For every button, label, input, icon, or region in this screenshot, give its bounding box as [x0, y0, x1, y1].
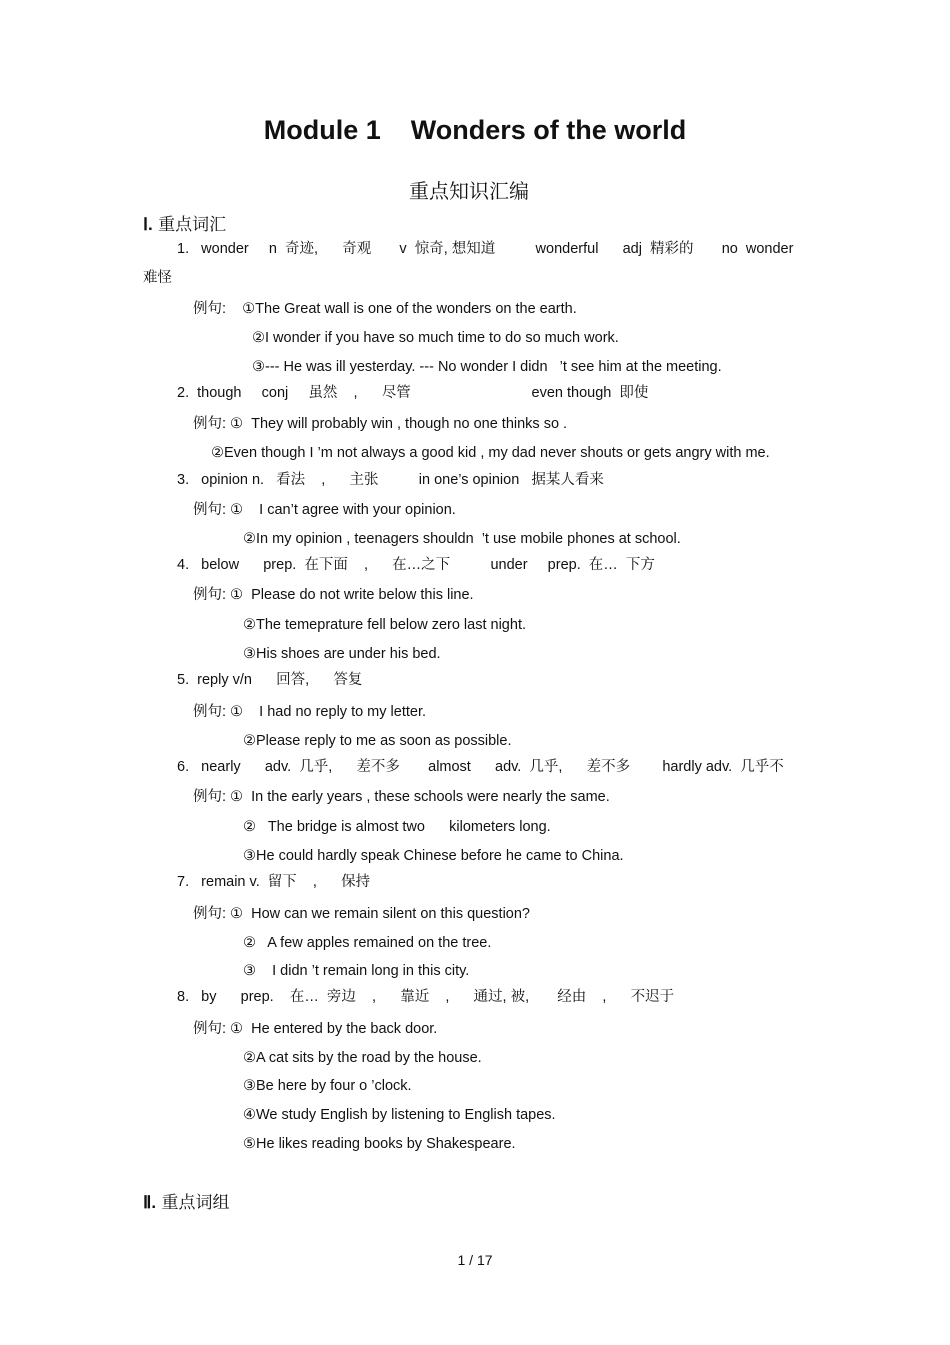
example-line: 例句: ① He entered by the back door. [193, 1021, 438, 1037]
example-line: ②In my opinion , teenagers shouldn ’t use mobile phones at school. [243, 531, 681, 547]
entry-line: 2. though conj 虽然 , 尽管 even though 即使 [177, 385, 649, 401]
example-line: 例句: ① I had no reply to my letter. [193, 704, 427, 720]
example-line: 例句: ① I can’t agree with your opinion. [193, 502, 456, 518]
example-line: ②The temeprature fell below zero last night. [243, 617, 526, 633]
example-line: ② The bridge is almost two kilometers long. [243, 819, 551, 835]
entry-line: 5. reply v/n 回答, 答复 [177, 672, 363, 688]
section-label: 重点词汇 [158, 215, 227, 235]
example-line: 例句: ①The Great wall is one of the wonders on the earth. [193, 301, 577, 317]
example-line: ②A cat sits by the road by the house. [243, 1050, 482, 1066]
example-line: ③Be here by four o ’clock. [243, 1078, 412, 1094]
section-heading-vocabulary [143, 210, 226, 235]
page-subtitle: 重点知识汇编 [409, 179, 529, 203]
example-line: ⑤He likes reading books by Shakespeare. [243, 1136, 516, 1152]
entry-line: 4. below prep. 在下面 , 在…之下 under prep. 在… 下方 [177, 557, 655, 573]
example-line: 例句: ① In the early years , these schools were nearly the same. [193, 789, 610, 805]
example-line: 例句: ① How can we remain silent on this question? [193, 906, 530, 922]
entry-line: 难怪 [143, 270, 172, 286]
entry-line: 6. nearly adv. 几乎, 差不多 almost adv. 几乎, 差不多 hardly adv. 几乎不 [177, 759, 784, 775]
section-number: Ⅱ. [143, 1193, 157, 1212]
entry-line: 1. wonder n 奇迹, 奇观 v 惊奇, 想知道 wonderful adj 精彩的 no wonder [177, 241, 794, 257]
example-line: ③His shoes are under his bed. [243, 646, 441, 662]
entry-line: 8. by prep. 在… 旁边 , 靠近 , 通过, 被, 经由 , 不迟于 [177, 989, 675, 1005]
example-line: ②Please reply to me as soon as possible. [243, 733, 512, 749]
entry-line: 3. opinion n. 看法 , 主张 in one’s opinion 据某人看来 [177, 472, 604, 488]
example-line: ② A few apples remained on the tree. [243, 935, 492, 951]
example-line: ④We study English by listening to English tapes. [243, 1107, 556, 1123]
example-line: ②Even though I ’m not always a good kid , my dad never shouts or gets angry with me. [211, 445, 770, 461]
entry-line: 7. remain v. 留下 , 保持 [177, 874, 371, 890]
example-line: 例句: ① They will probably win , though no one thinks so . [193, 416, 568, 432]
page-number: 1 / 17 [457, 1252, 493, 1268]
page-title: Module 1 Wonders of the world [263, 115, 687, 145]
section-heading-phrases [143, 1188, 230, 1213]
section-number: Ⅰ. [143, 215, 153, 234]
example-line: ③He could hardly speak Chinese before he came to China. [243, 848, 624, 864]
section-label: 重点词组 [161, 1193, 230, 1213]
example-line: ③--- He was ill yesterday. --- No wonder I didn ’t see him at the meeting. [252, 359, 722, 375]
example-line: 例句: ① Please do not write below this line. [193, 587, 474, 603]
example-line: ②I wonder if you have so much time to do so much work. [252, 330, 619, 346]
example-line: ③ I didn ’t remain long in this city. [243, 963, 470, 979]
